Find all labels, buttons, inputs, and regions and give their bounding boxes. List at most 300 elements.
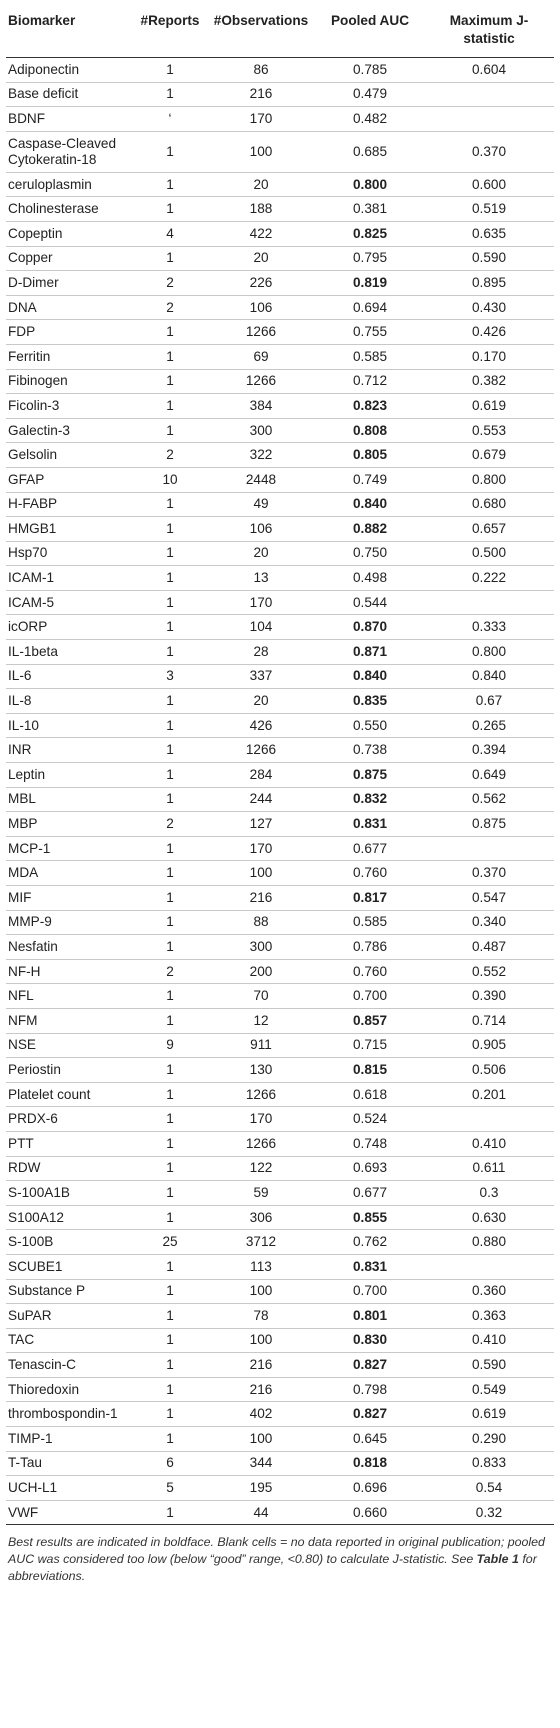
biomarker-cell: PRDX-6 xyxy=(6,1107,134,1132)
j-statistic-cell: 0.54 xyxy=(424,1476,554,1501)
j-statistic-cell: 0.611 xyxy=(424,1156,554,1181)
observations-cell: 130 xyxy=(206,1058,316,1083)
footnote-text-2: for abbreviations. xyxy=(8,1552,537,1584)
j-statistic-cell: 0.905 xyxy=(424,1033,554,1058)
biomarker-cell: TAC xyxy=(6,1328,134,1353)
table-row xyxy=(6,1476,554,1501)
pooled-auc-cell: 0.808 xyxy=(316,418,424,443)
observations-cell: 122 xyxy=(206,1156,316,1181)
biomarker-cell: MDA xyxy=(6,861,134,886)
reports-cell: 2 xyxy=(134,271,206,296)
reports-cell: 1 xyxy=(134,131,206,172)
table-row xyxy=(6,492,554,517)
header-observations: #Observations xyxy=(206,8,316,58)
biomarker-cell: icORP xyxy=(6,615,134,640)
table-row xyxy=(6,935,554,960)
biomarker-cell: Periostin xyxy=(6,1058,134,1083)
observations-cell: 384 xyxy=(206,394,316,419)
table-row xyxy=(6,394,554,419)
table-row xyxy=(6,689,554,714)
reports-cell: 5 xyxy=(134,1476,206,1501)
j-statistic-cell: 0.630 xyxy=(424,1205,554,1230)
observations-cell: 100 xyxy=(206,1328,316,1353)
table-row xyxy=(6,713,554,738)
reports-cell: 1 xyxy=(134,369,206,394)
j-statistic-cell: 0.833 xyxy=(424,1451,554,1476)
observations-cell: 70 xyxy=(206,984,316,1009)
j-statistic-cell: 0.410 xyxy=(424,1328,554,1353)
j-statistic-cell: 0.895 xyxy=(424,271,554,296)
j-statistic-cell: 0.265 xyxy=(424,713,554,738)
header-reports: #Reports xyxy=(134,8,206,58)
j-statistic-cell: 0.553 xyxy=(424,418,554,443)
j-statistic-cell: 0.547 xyxy=(424,886,554,911)
pooled-auc-cell: 0.677 xyxy=(316,836,424,861)
table-row xyxy=(6,172,554,197)
pooled-auc-cell: 0.645 xyxy=(316,1427,424,1452)
observations-cell: 170 xyxy=(206,107,316,132)
biomarker-cell: UCH-L1 xyxy=(6,1476,134,1501)
reports-cell: 1 xyxy=(134,590,206,615)
pooled-auc-cell: 0.738 xyxy=(316,738,424,763)
reports-cell: 1 xyxy=(134,320,206,345)
j-statistic-cell: 0.875 xyxy=(424,812,554,837)
biomarker-cell: VWF xyxy=(6,1500,134,1525)
observations-cell: 195 xyxy=(206,1476,316,1501)
reports-cell: 2 xyxy=(134,443,206,468)
table-row xyxy=(6,590,554,615)
biomarker-cell: Leptin xyxy=(6,763,134,788)
biomarker-cell: Thioredoxin xyxy=(6,1377,134,1402)
header-row xyxy=(6,8,554,58)
observations-cell: 20 xyxy=(206,689,316,714)
j-statistic-cell: 0.290 xyxy=(424,1427,554,1452)
j-statistic-cell: 0.552 xyxy=(424,959,554,984)
table-row xyxy=(6,1033,554,1058)
table-row xyxy=(6,1353,554,1378)
reports-cell: 1 xyxy=(134,344,206,369)
biomarker-cell: Caspase-Cleaved Cytokeratin-18 xyxy=(6,131,134,172)
j-statistic-cell xyxy=(424,590,554,615)
reports-cell: 1 xyxy=(134,935,206,960)
pooled-auc-cell: 0.832 xyxy=(316,787,424,812)
pooled-auc-cell: 0.700 xyxy=(316,1279,424,1304)
j-statistic-cell: 0.562 xyxy=(424,787,554,812)
pooled-auc-cell: 0.755 xyxy=(316,320,424,345)
table-row xyxy=(6,1304,554,1329)
j-statistic-cell: 0.390 xyxy=(424,984,554,1009)
reports-cell: 1 xyxy=(134,640,206,665)
reports-cell: 1 xyxy=(134,1181,206,1206)
table-row xyxy=(6,1427,554,1452)
biomarker-cell: SuPAR xyxy=(6,1304,134,1329)
table-row xyxy=(6,320,554,345)
biomarker-cell: MCP-1 xyxy=(6,836,134,861)
table-row xyxy=(6,369,554,394)
observations-cell: 911 xyxy=(206,1033,316,1058)
j-statistic-cell: 0.800 xyxy=(424,467,554,492)
biomarker-cell: SCUBE1 xyxy=(6,1254,134,1279)
observations-cell: 1266 xyxy=(206,369,316,394)
biomarker-cell: NSE xyxy=(6,1033,134,1058)
j-statistic-cell: 0.382 xyxy=(424,369,554,394)
table-row xyxy=(6,1279,554,1304)
pooled-auc-cell: 0.693 xyxy=(316,1156,424,1181)
j-statistic-cell: 0.426 xyxy=(424,320,554,345)
biomarker-cell: Substance P xyxy=(6,1279,134,1304)
observations-cell: 106 xyxy=(206,295,316,320)
table-row xyxy=(6,959,554,984)
observations-cell: 200 xyxy=(206,959,316,984)
pooled-auc-cell: 0.857 xyxy=(316,1008,424,1033)
reports-cell: 1 xyxy=(134,1205,206,1230)
biomarker-cell: DNA xyxy=(6,295,134,320)
table-body xyxy=(6,58,554,1525)
table-row xyxy=(6,886,554,911)
reports-cell: 1 xyxy=(134,418,206,443)
pooled-auc-cell: 0.818 xyxy=(316,1451,424,1476)
biomarker-cell: Galectin-3 xyxy=(6,418,134,443)
pooled-auc-cell: 0.805 xyxy=(316,443,424,468)
table-row xyxy=(6,344,554,369)
table-row xyxy=(6,812,554,837)
reports-cell: 1 xyxy=(134,886,206,911)
biomarker-cell: BDNF xyxy=(6,107,134,132)
observations-cell: 113 xyxy=(206,1254,316,1279)
biomarker-cell: Ferritin xyxy=(6,344,134,369)
j-statistic-cell: 0.506 xyxy=(424,1058,554,1083)
pooled-auc-cell: 0.875 xyxy=(316,763,424,788)
j-statistic-cell: 0.604 xyxy=(424,58,554,83)
biomarker-cell: NFM xyxy=(6,1008,134,1033)
pooled-auc-cell: 0.840 xyxy=(316,664,424,689)
pooled-auc-cell: 0.871 xyxy=(316,640,424,665)
observations-cell: 1266 xyxy=(206,320,316,345)
reports-cell: 1 xyxy=(134,541,206,566)
pooled-auc-cell: 0.762 xyxy=(316,1230,424,1255)
biomarker-cell: S100A12 xyxy=(6,1205,134,1230)
table-row xyxy=(6,1156,554,1181)
pooled-auc-cell: 0.785 xyxy=(316,58,424,83)
observations-cell: 1266 xyxy=(206,1082,316,1107)
reports-cell: 10 xyxy=(134,467,206,492)
table-footnote xyxy=(6,1525,554,1585)
footnote-text-1: Best results are indicated in boldface. Blank cells = no data reported in original publication; pooled AUC was considered too low (below “good” range, <0.80) to calculate J-statistic. See xyxy=(8,1535,545,1567)
table-row xyxy=(6,246,554,271)
biomarker-cell: IL-6 xyxy=(6,664,134,689)
pooled-auc-cell: 0.823 xyxy=(316,394,424,419)
biomarker-cell: Nesfatin xyxy=(6,935,134,960)
pooled-auc-cell: 0.585 xyxy=(316,344,424,369)
observations-cell: 170 xyxy=(206,836,316,861)
observations-cell: 426 xyxy=(206,713,316,738)
j-statistic-cell: 0.67 xyxy=(424,689,554,714)
table-row xyxy=(6,517,554,542)
j-statistic-cell: 0.32 xyxy=(424,1500,554,1525)
j-statistic-cell: 0.370 xyxy=(424,861,554,886)
table-header xyxy=(6,8,554,58)
pooled-auc-cell: 0.882 xyxy=(316,517,424,542)
j-statistic-cell: 0.394 xyxy=(424,738,554,763)
biomarker-cell: S-100A1B xyxy=(6,1181,134,1206)
pooled-auc-cell: 0.760 xyxy=(316,861,424,886)
observations-cell: 59 xyxy=(206,1181,316,1206)
pooled-auc-cell: 0.479 xyxy=(316,82,424,107)
pooled-auc-cell: 0.798 xyxy=(316,1377,424,1402)
j-statistic-cell: 0.370 xyxy=(424,131,554,172)
reports-cell: 1 xyxy=(134,1107,206,1132)
reports-cell: 1 xyxy=(134,172,206,197)
pooled-auc-cell: 0.825 xyxy=(316,221,424,246)
header-biomarker: Biomarker xyxy=(6,8,134,58)
observations-cell: 216 xyxy=(206,1353,316,1378)
table-row xyxy=(6,640,554,665)
j-statistic-cell: 0.649 xyxy=(424,763,554,788)
reports-cell: 1 xyxy=(134,566,206,591)
observations-cell: 1266 xyxy=(206,738,316,763)
biomarker-cell: thrombospondin-1 xyxy=(6,1402,134,1427)
j-statistic-cell: 0.487 xyxy=(424,935,554,960)
observations-cell: 100 xyxy=(206,861,316,886)
reports-cell: 1 xyxy=(134,713,206,738)
pooled-auc-cell: 0.544 xyxy=(316,590,424,615)
observations-cell: 244 xyxy=(206,787,316,812)
pooled-auc-cell: 0.715 xyxy=(316,1033,424,1058)
observations-cell: 127 xyxy=(206,812,316,837)
observations-cell: 422 xyxy=(206,221,316,246)
footnote-table-ref: Table 1 xyxy=(476,1552,519,1567)
observations-cell: 170 xyxy=(206,1107,316,1132)
observations-cell: 337 xyxy=(206,664,316,689)
pooled-auc-cell: 0.482 xyxy=(316,107,424,132)
reports-cell: 2 xyxy=(134,295,206,320)
biomarker-cell: MBP xyxy=(6,812,134,837)
observations-cell: 402 xyxy=(206,1402,316,1427)
biomarker-cell: T-Tau xyxy=(6,1451,134,1476)
table-row xyxy=(6,541,554,566)
biomarker-cell: ICAM-1 xyxy=(6,566,134,591)
reports-cell: 6 xyxy=(134,1451,206,1476)
j-statistic-cell: 0.590 xyxy=(424,246,554,271)
header-max-j-statistic: Maximum J-statistic xyxy=(424,8,554,58)
pooled-auc-cell: 0.700 xyxy=(316,984,424,1009)
table-row xyxy=(6,1008,554,1033)
reports-cell: 1 xyxy=(134,836,206,861)
j-statistic-cell xyxy=(424,1254,554,1279)
biomarker-cell: GFAP xyxy=(6,467,134,492)
biomarker-cell: H-FABP xyxy=(6,492,134,517)
reports-cell: 1 xyxy=(134,1328,206,1353)
observations-cell: 100 xyxy=(206,1427,316,1452)
biomarker-cell: IL-10 xyxy=(6,713,134,738)
j-statistic-cell: 0.680 xyxy=(424,492,554,517)
j-statistic-cell: 0.3 xyxy=(424,1181,554,1206)
j-statistic-cell: 0.657 xyxy=(424,517,554,542)
biomarker-cell: Copeptin xyxy=(6,221,134,246)
observations-cell: 216 xyxy=(206,82,316,107)
j-statistic-cell: 0.519 xyxy=(424,197,554,222)
observations-cell: 2448 xyxy=(206,467,316,492)
table-row xyxy=(6,836,554,861)
table-row xyxy=(6,1205,554,1230)
reports-cell: 1 xyxy=(134,1304,206,1329)
observations-cell: 88 xyxy=(206,910,316,935)
j-statistic-cell: 0.619 xyxy=(424,1402,554,1427)
pooled-auc-cell: 0.795 xyxy=(316,246,424,271)
j-statistic-cell: 0.679 xyxy=(424,443,554,468)
j-statistic-cell: 0.840 xyxy=(424,664,554,689)
table-row xyxy=(6,1328,554,1353)
table-row xyxy=(6,763,554,788)
reports-cell: 1 xyxy=(134,1279,206,1304)
reports-cell: 1 xyxy=(134,763,206,788)
reports-cell: 1 xyxy=(134,1156,206,1181)
biomarker-cell: INR xyxy=(6,738,134,763)
j-statistic-cell: 0.201 xyxy=(424,1082,554,1107)
biomarker-cell: IL-1beta xyxy=(6,640,134,665)
j-statistic-cell xyxy=(424,82,554,107)
pooled-auc-cell: 0.827 xyxy=(316,1402,424,1427)
biomarker-cell: ICAM-5 xyxy=(6,590,134,615)
table-row xyxy=(6,1230,554,1255)
reports-cell: 1 xyxy=(134,1082,206,1107)
pooled-auc-cell: 0.855 xyxy=(316,1205,424,1230)
pooled-auc-cell: 0.819 xyxy=(316,271,424,296)
pooled-auc-cell: 0.694 xyxy=(316,295,424,320)
j-statistic-cell: 0.880 xyxy=(424,1230,554,1255)
pooled-auc-cell: 0.830 xyxy=(316,1328,424,1353)
biomarker-cell: Cholinesterase xyxy=(6,197,134,222)
pooled-auc-cell: 0.835 xyxy=(316,689,424,714)
biomarker-cell: Ficolin-3 xyxy=(6,394,134,419)
observations-cell: 300 xyxy=(206,935,316,960)
j-statistic-cell: 0.222 xyxy=(424,566,554,591)
reports-cell: 1 xyxy=(134,394,206,419)
biomarker-cell: MBL xyxy=(6,787,134,812)
j-statistic-cell: 0.549 xyxy=(424,1377,554,1402)
j-statistic-cell: 0.333 xyxy=(424,615,554,640)
biomarker-cell: Base deficit xyxy=(6,82,134,107)
table-row xyxy=(6,467,554,492)
biomarker-cell: Platelet count xyxy=(6,1082,134,1107)
table-row xyxy=(6,738,554,763)
j-statistic-cell xyxy=(424,1107,554,1132)
reports-cell: 2 xyxy=(134,959,206,984)
biomarker-cell: PTT xyxy=(6,1131,134,1156)
pooled-auc-cell: 0.840 xyxy=(316,492,424,517)
biomarker-cell: IL-8 xyxy=(6,689,134,714)
reports-cell: 3 xyxy=(134,664,206,689)
biomarker-cell: Adiponectin xyxy=(6,58,134,83)
observations-cell: 49 xyxy=(206,492,316,517)
pooled-auc-cell: 0.696 xyxy=(316,1476,424,1501)
biomarker-cell: NF-H xyxy=(6,959,134,984)
observations-cell: 100 xyxy=(206,1279,316,1304)
observations-cell: 188 xyxy=(206,197,316,222)
reports-cell: 1 xyxy=(134,492,206,517)
pooled-auc-cell: 0.786 xyxy=(316,935,424,960)
reports-cell: 1 xyxy=(134,861,206,886)
table-row xyxy=(6,82,554,107)
biomarker-cell: Gelsolin xyxy=(6,443,134,468)
reports-cell: 1 xyxy=(134,1353,206,1378)
table-row xyxy=(6,271,554,296)
observations-cell: 3712 xyxy=(206,1230,316,1255)
reports-cell: 1 xyxy=(134,58,206,83)
j-statistic-cell: 0.363 xyxy=(424,1304,554,1329)
observations-cell: 344 xyxy=(206,1451,316,1476)
observations-cell: 106 xyxy=(206,517,316,542)
table-row xyxy=(6,566,554,591)
header-pooled-auc: Pooled AUC xyxy=(316,8,424,58)
reports-cell: 1 xyxy=(134,1377,206,1402)
table-row xyxy=(6,295,554,320)
table-row xyxy=(6,664,554,689)
pooled-auc-cell: 0.685 xyxy=(316,131,424,172)
pooled-auc-cell: 0.712 xyxy=(316,369,424,394)
pooled-auc-cell: 0.660 xyxy=(316,1500,424,1525)
biomarker-cell: FDP xyxy=(6,320,134,345)
reports-cell: 1 xyxy=(134,82,206,107)
j-statistic-cell: 0.360 xyxy=(424,1279,554,1304)
observations-cell: 226 xyxy=(206,271,316,296)
j-statistic-cell: 0.430 xyxy=(424,295,554,320)
observations-cell: 104 xyxy=(206,615,316,640)
table-row xyxy=(6,615,554,640)
biomarker-cell: D-Dimer xyxy=(6,271,134,296)
table-row xyxy=(6,1082,554,1107)
reports-cell: 1 xyxy=(134,615,206,640)
reports-cell: 1 xyxy=(134,787,206,812)
reports-cell: 1 xyxy=(134,910,206,935)
pooled-auc-cell: 0.618 xyxy=(316,1082,424,1107)
biomarker-cell: NFL xyxy=(6,984,134,1009)
reports-cell: 1 xyxy=(134,1427,206,1452)
reports-cell: 1 xyxy=(134,517,206,542)
table-row xyxy=(6,910,554,935)
biomarker-cell: S-100B xyxy=(6,1230,134,1255)
observations-cell: 20 xyxy=(206,246,316,271)
biomarker-table xyxy=(6,8,554,1525)
observations-cell: 216 xyxy=(206,886,316,911)
table-row xyxy=(6,1107,554,1132)
table-row xyxy=(6,443,554,468)
table-row xyxy=(6,418,554,443)
reports-cell: 25 xyxy=(134,1230,206,1255)
table-row xyxy=(6,1451,554,1476)
j-statistic-cell: 0.600 xyxy=(424,172,554,197)
reports-cell: 2 xyxy=(134,812,206,837)
j-statistic-cell xyxy=(424,836,554,861)
biomarker-cell: Hsp70 xyxy=(6,541,134,566)
pooled-auc-cell: 0.498 xyxy=(316,566,424,591)
pooled-auc-cell: 0.815 xyxy=(316,1058,424,1083)
reports-cell: 1 xyxy=(134,1131,206,1156)
observations-cell: 28 xyxy=(206,640,316,665)
observations-cell: 300 xyxy=(206,418,316,443)
observations-cell: 20 xyxy=(206,541,316,566)
pooled-auc-cell: 0.870 xyxy=(316,615,424,640)
table-row xyxy=(6,107,554,132)
observations-cell: 306 xyxy=(206,1205,316,1230)
reports-cell: 1 xyxy=(134,1058,206,1083)
biomarker-cell: HMGB1 xyxy=(6,517,134,542)
table-row xyxy=(6,1500,554,1525)
pooled-auc-cell: 0.749 xyxy=(316,467,424,492)
table-row xyxy=(6,1181,554,1206)
reports-cell: 1 xyxy=(134,246,206,271)
table-row xyxy=(6,131,554,172)
